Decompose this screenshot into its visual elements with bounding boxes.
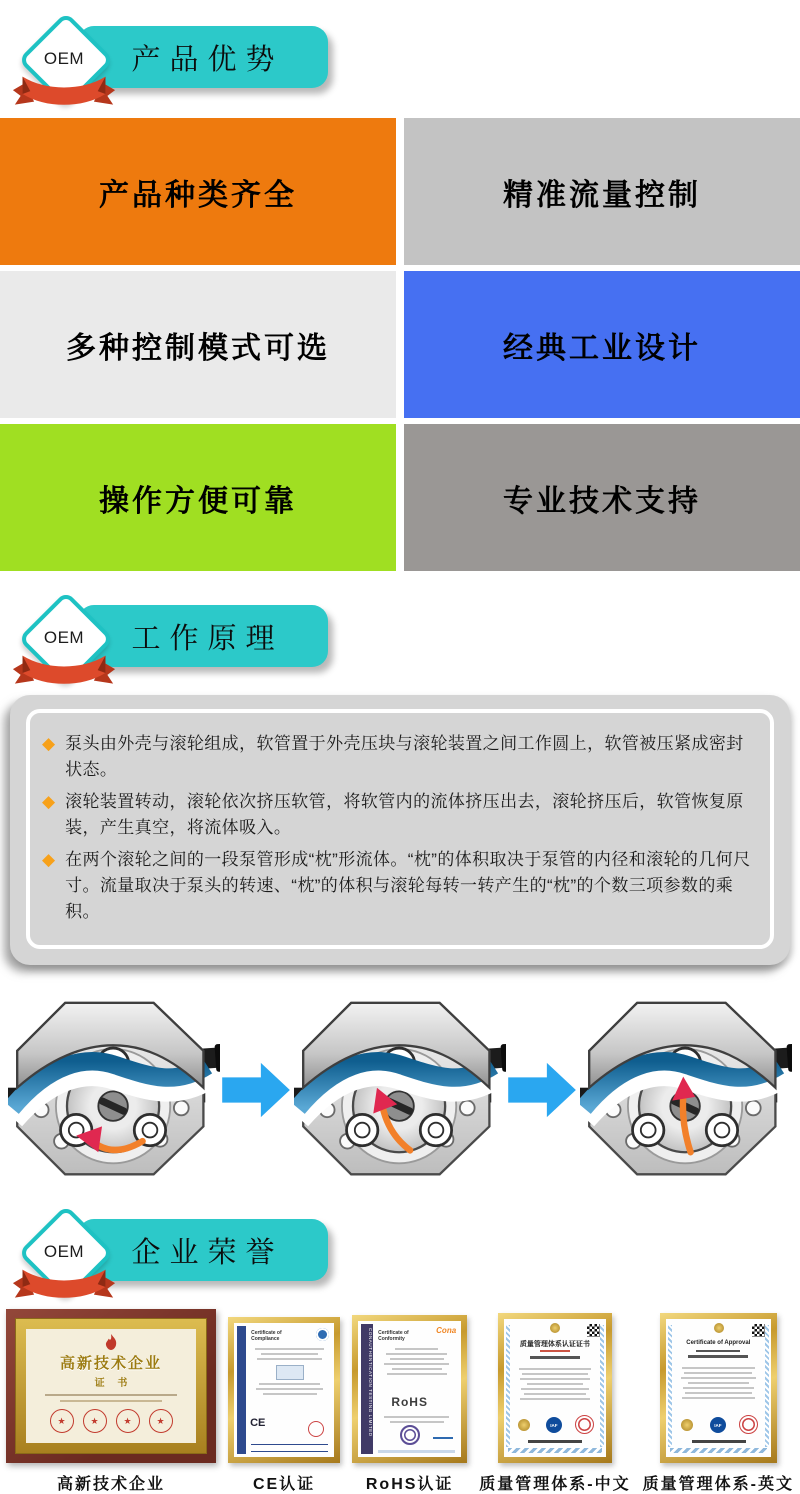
red-stamp-icon: ★ bbox=[50, 1409, 74, 1433]
certificate-caption: 质量管理体系-中文 bbox=[479, 1476, 631, 1493]
plaque-inner bbox=[26, 1329, 196, 1443]
text-placeholder-line bbox=[527, 1383, 583, 1385]
text-placeholder-line bbox=[255, 1348, 324, 1350]
gold-emblem-icon bbox=[550, 1323, 560, 1333]
cert-heading: Certificate of Approval bbox=[686, 1340, 751, 1346]
text-placeholder-line bbox=[688, 1382, 750, 1384]
gold-medal-icon bbox=[681, 1419, 693, 1431]
gold-emblem-icon bbox=[714, 1323, 724, 1333]
red-stamp-icon: ★ bbox=[116, 1409, 140, 1433]
text-placeholder-line bbox=[683, 1387, 754, 1389]
cert-text-block bbox=[678, 1364, 759, 1399]
principle-text: 泵头由外壳与滚轮组成，软管置于外壳压块与滚轮装置之间工作圆上，软管被压紧成密封状态。 bbox=[65, 734, 744, 779]
text-placeholder-line bbox=[684, 1372, 752, 1374]
certificate-hitech bbox=[6, 1309, 216, 1494]
qms-cn-certificate-body bbox=[504, 1319, 606, 1457]
qms-en-certificate-body bbox=[666, 1319, 771, 1457]
oem-badge bbox=[14, 1205, 114, 1307]
plaque-stamps bbox=[50, 1409, 173, 1433]
iaf-logo-icon: IAF bbox=[546, 1417, 562, 1433]
text-placeholder-line bbox=[681, 1377, 756, 1379]
text-placeholder-line bbox=[522, 1373, 588, 1375]
text-placeholder-line bbox=[682, 1367, 755, 1369]
cert-footer-deco bbox=[670, 1448, 767, 1453]
qms-cn-certificate bbox=[498, 1313, 612, 1463]
label-plate bbox=[276, 1365, 304, 1380]
red-stamp-icon: ★ bbox=[83, 1409, 107, 1433]
ribbon-icon bbox=[11, 1263, 117, 1309]
cert-footer-deco bbox=[508, 1448, 602, 1453]
text-placeholder-line bbox=[259, 1383, 321, 1385]
pump-stages-diagram bbox=[0, 991, 800, 1189]
text-placeholder-line bbox=[60, 1400, 162, 1402]
hitech-plaque bbox=[6, 1309, 216, 1463]
text-placeholder-line bbox=[390, 1421, 444, 1423]
red-stamp-icon: ★ bbox=[149, 1409, 173, 1433]
text-placeholder-line bbox=[530, 1356, 580, 1359]
ce-certificate-body bbox=[234, 1323, 334, 1457]
cona-logo: Cona bbox=[436, 1326, 457, 1335]
iaf-logo-icon: IAF bbox=[710, 1417, 726, 1433]
cert-heading: Certificate of Conformity bbox=[378, 1330, 409, 1342]
text-placeholder-line bbox=[685, 1392, 751, 1394]
cert-heading: Certificate of Compliance bbox=[251, 1330, 282, 1342]
text-placeholder-line bbox=[386, 1353, 448, 1355]
certificate-ce bbox=[228, 1317, 340, 1494]
section-title: 工作原理 bbox=[131, 622, 284, 655]
cert-text-block bbox=[251, 1345, 328, 1395]
text-placeholder-line bbox=[520, 1398, 590, 1400]
principle-bullet bbox=[42, 731, 754, 783]
certificate-qms-en bbox=[643, 1313, 794, 1494]
cert-footer-rule bbox=[378, 1450, 455, 1453]
red-stamp-icon bbox=[739, 1415, 758, 1434]
tuv-logo-icon bbox=[316, 1328, 329, 1341]
purple-stamp-icon bbox=[400, 1425, 420, 1445]
qms-en-certificate bbox=[660, 1313, 777, 1463]
ribbon-icon bbox=[11, 70, 117, 116]
text-placeholder-line bbox=[540, 1350, 570, 1352]
cert-side-strip bbox=[361, 1324, 373, 1454]
advantage-card: 精准流量控制 bbox=[404, 118, 800, 265]
principle-panel bbox=[10, 695, 790, 965]
plaque-subtitle: 证 书 bbox=[94, 1378, 133, 1389]
ce-mark: CE bbox=[250, 1417, 266, 1429]
plaque-title: 高新技术企业 bbox=[59, 1355, 162, 1372]
principle-bullet bbox=[42, 847, 754, 925]
text-placeholder-line bbox=[387, 1373, 447, 1375]
certificate-caption: 质量管理体系-英文 bbox=[642, 1476, 794, 1493]
text-placeholder-line bbox=[519, 1368, 591, 1370]
text-placeholder-line bbox=[520, 1378, 590, 1380]
flow-arrow-icon bbox=[508, 1061, 578, 1119]
pump-stage-1 bbox=[8, 992, 220, 1188]
cert-text-block bbox=[516, 1365, 594, 1400]
section-header-honors bbox=[0, 1193, 800, 1305]
certificates-row bbox=[6, 1309, 794, 1494]
certificate-caption: RoHS认证 bbox=[365, 1476, 454, 1493]
cert-heading: 质量管理体系认证证书 bbox=[519, 1341, 590, 1348]
flow-arrow-icon bbox=[222, 1061, 292, 1119]
principle-panel-inner bbox=[26, 709, 774, 949]
oem-badge-label: OEM bbox=[43, 49, 85, 68]
cert-side-text: CONAUTHENTICATION TESTING LIMITED bbox=[368, 1328, 374, 1437]
text-placeholder-line bbox=[692, 1440, 746, 1443]
ribbon-icon bbox=[11, 649, 117, 695]
oem-badge bbox=[14, 12, 114, 114]
oem-badge-label: OEM bbox=[43, 1242, 85, 1261]
section-title: 企业荣誉 bbox=[131, 1236, 284, 1269]
flame-logo-icon bbox=[103, 1334, 119, 1352]
cert-text-block bbox=[378, 1413, 455, 1423]
text-placeholder-line bbox=[261, 1353, 319, 1355]
advantages-grid bbox=[0, 118, 800, 571]
text-placeholder-line bbox=[521, 1388, 590, 1390]
pump-stage-2 bbox=[294, 992, 506, 1188]
qr-code bbox=[752, 1324, 765, 1337]
diamond-bullet-icon: ◆ bbox=[42, 792, 56, 811]
gold-medal-icon bbox=[518, 1419, 530, 1431]
text-placeholder-line bbox=[524, 1393, 586, 1395]
red-stamp-icon bbox=[308, 1421, 324, 1437]
red-stamp-icon bbox=[575, 1415, 594, 1434]
advantage-card: 经典工业设计 bbox=[404, 271, 800, 418]
principle-text: 在两个滚轮之间的一段泵管形成“枕”形流体。“枕”的体积取决于泵管的内径和滚轮的几何尺寸。流量取决于泵头的转速、“枕”的体积与滚轮每转一转产生的“枕”的个数三项参数的乘积。 bbox=[65, 850, 751, 921]
text-placeholder-line bbox=[395, 1348, 437, 1350]
text-placeholder-line bbox=[392, 1368, 442, 1370]
qr-code bbox=[587, 1324, 600, 1337]
rohs-certificate bbox=[352, 1315, 467, 1463]
section-header-principle bbox=[0, 579, 800, 691]
cert-side-strip bbox=[237, 1326, 246, 1454]
principle-bullet bbox=[42, 789, 754, 841]
section-title: 产品优势 bbox=[131, 43, 284, 76]
principle-text: 滚轮装置转动，滚轮依次挤压软管，将软管内的流体挤压出去，滚轮挤压后，软管恢复原装，产生真空，将流体吸入。 bbox=[65, 792, 744, 837]
certificate-caption: CE认证 bbox=[252, 1476, 316, 1493]
text-placeholder-line bbox=[45, 1394, 178, 1396]
text-placeholder-line bbox=[433, 1437, 453, 1439]
plaque-gold-frame bbox=[15, 1318, 207, 1454]
text-placeholder-line bbox=[257, 1358, 322, 1360]
cert-text-block bbox=[378, 1345, 455, 1375]
text-placeholder-line bbox=[688, 1355, 748, 1358]
advantage-card: 专业技术支持 bbox=[404, 424, 800, 571]
text-placeholder-line bbox=[528, 1440, 582, 1443]
text-placeholder-line bbox=[384, 1363, 449, 1365]
advantage-card: 多种控制模式可选 bbox=[0, 271, 396, 418]
certificate-rohs bbox=[352, 1315, 467, 1494]
certificate-qms-cn bbox=[479, 1313, 630, 1494]
pump-stage-3 bbox=[580, 992, 792, 1188]
text-placeholder-line bbox=[384, 1416, 449, 1418]
text-placeholder-line bbox=[696, 1350, 740, 1352]
ce-certificate bbox=[228, 1317, 340, 1463]
text-placeholder-line bbox=[682, 1397, 755, 1399]
certificate-caption: 高新技术企业 bbox=[56, 1476, 165, 1493]
oem-badge bbox=[14, 591, 114, 693]
rohs-mark: RoHS bbox=[391, 1395, 428, 1409]
oem-badge-label: OEM bbox=[43, 628, 85, 647]
rohs-certificate-body bbox=[358, 1321, 461, 1457]
section-header-advantages bbox=[0, 0, 800, 112]
advantage-card: 操作方便可靠 bbox=[0, 424, 396, 571]
text-placeholder-line bbox=[256, 1388, 324, 1390]
text-placeholder-line bbox=[263, 1393, 317, 1395]
advantage-card: 产品种类齐全 bbox=[0, 118, 396, 265]
diamond-bullet-icon: ◆ bbox=[42, 850, 56, 869]
cert-footer-rule bbox=[251, 1444, 328, 1452]
diamond-bullet-icon: ◆ bbox=[42, 734, 56, 753]
text-placeholder-line bbox=[390, 1358, 444, 1360]
